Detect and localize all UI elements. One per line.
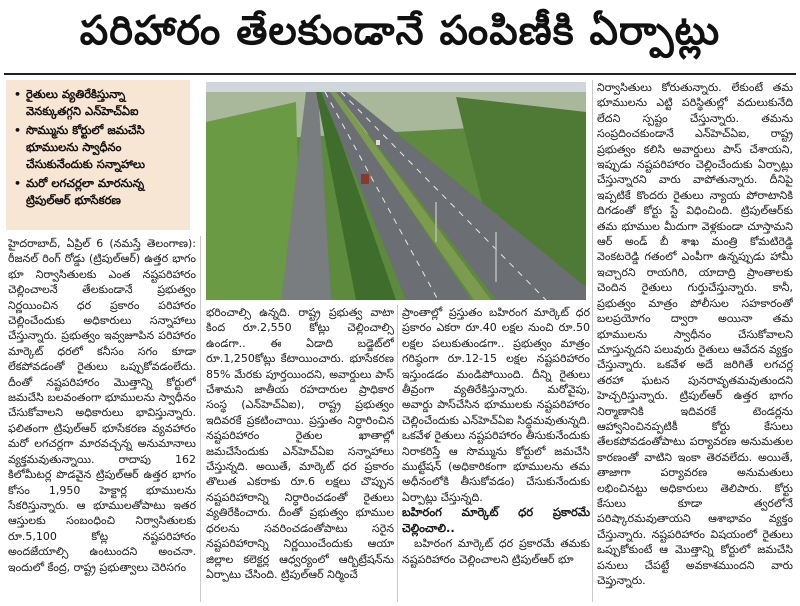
highway-illustration (206, 82, 586, 300)
article-column-1 (8, 236, 196, 602)
headline-rule (4, 73, 796, 75)
article-column-2 (206, 305, 394, 602)
column-divider (592, 80, 593, 602)
highlight-item (14, 175, 184, 209)
paragraph: బహిరంగ మార్కెట్ ధర ప్రకారమే తమకు నష్టపరిహారం చెల్లించాలని ట్రిపుల్‌ఆర్ భూ (402, 537, 590, 566)
paragraph: ప్రాంతాల్లో ప్రస్తుతం బహిరంగ మార్కెట్ ధర ప్రకారం ఎకరా రూ.40 లక్షల నుంచి రూ.50 లక్షల పలుకుతుండగా.. ప్రభుత్వం మాత్రం గరిష్ఠంగా రూ.12-15 లక్షల నష్టపరిహారం ఇస్తుండడం మండిపోయింది. దీన్ని రైతులు తీవ్రంగా వ్యతిరేకిస్తున్నారు. మరోవైపు, అవార్డు పాస్‌చేసిన భూములకు నష్టపరిహారం చెల్లించేందుకు ఎన్‌హెచ్‌ఏఐ సిద్ధమవుతున్నది. ఒకవేళ రైతులు నష్టపరిహారం తీసుకునేందుకు నిరాకరిస్తే ఆ సొమ్మును కోర్టులో జమచేసి ముట్టేషన్ (అధికారికంగా భూములను తమ అధీనంలోకి తీసుకోవడం) చేసుకునేందుకు ఏర్పాట్లు చేస్తున్నది. (402, 306, 590, 504)
headline: పరిహారం తేలకుండానే పంపిణీకి ఏర్పాట్లు (79, 8, 721, 54)
highlight-text: మరో లగచర్లలా మారనున్న ట్రిపుల్‌ఆర్ భూసేకరణ (26, 176, 145, 207)
article-column-4 (597, 80, 793, 602)
bullet-icon: • (14, 124, 22, 137)
highlight-item (14, 122, 184, 173)
column-divider (397, 305, 398, 602)
highlight-text: సొమ్మును కోర్టులో జమచేసి భూములను స్వాధీనం చేసుకునేందుకు సన్నాహాలు (26, 123, 146, 171)
bullet-icon: • (14, 177, 22, 190)
paragraph: నిర్వాసితులు కోరుతున్నారు. లేకుంటే తమ భూములను ఎట్టి పరిస్థితుల్లో వదులుకునేది లేదని స్పష్టం చేస్తున్నారు. తమను సంప్రదించకుండానే ఎన్‌హెచ్‌ఏఐ, రాష్ట్ర ప్రభుత్వం కలిసి అవార్డులు పాస్ చేశాయని, ఇప్పుడు నష్టపరిహారం చెల్లించేందుకు ఏర్పాట్లు చేస్తున్నారని వారు వాపోతున్నారు. దీనిపై ఇప్పటికే కొందరు రైతులు న్యాయ పోరాటానికి దిగడంతో కోర్టు స్టే విధించింది. ట్రిపుల్‌ఆర్‌కు తమ భూముల మీదుగా వెళ్లకుండా చూస్తామని ఆర్ అండ్ బీ శాఖ మంత్రి కోమటిరెడ్డి వెంకటరెడ్డి గతంలో ఎంపీగా ఉన్నప్పుడు హామీ ఇచ్చారని రాయగిరి, యాదాద్రి ప్రాంతాలకు చెందిన రైతులు గుర్తుచేస్తున్నారు. కానీ, ప్రభుత్వం మాత్రం పోలీసుల సహకారంతో బలప్రయోగం ద్వారా అయినా తమ భూములను స్వాధీనం చేసుకోవాలని చూస్తున్నదని పలువురు రైతులు ఆవేదన వ్యక్తం చేస్తున్నారు. ఒకవేళ అదే జరిగితే లగచర్ల తరహా ఘటన పునరావృతమవుతుందని హెచ్చరిస్తున్నారు. ట్రిపుల్‌ఆర్ ఉత్తర భాగం నిర్మాణానికి ఇదివరకే టెండర్లను ఆహ్వానించినప్పటికీ కోర్టు కేసులు తేలకపోవడంతోపాటు పర్యావరణ అనుమతుల కారణంతో వాటిని ఇంకా తెరవలేదు. అయితే, తాజాగా పర్యావరణ అనుమతులు లభించినట్టు అధికారులు తెలిపారు. కోర్టు కేసులు కూడా త్వరలోనే పరిష్కారమవుతాయని ఆశాభావం వ్యక్తం చేస్తున్నారు. నష్టపరిహారం విషయంలో రైతులు ఒప్పుకోకుంటే ఆ మొత్తాన్ని కోర్టులో జమచేసి పనులు చేపట్టే అవకాశముందని వారు చెప్తున్నారు. (597, 81, 793, 587)
highlights-box (6, 80, 190, 230)
highlight-text: రైతులు వ్యతిరేకిస్తున్నా వెనక్కుతగ్గని ఎన్‌హెచ్‌ఏఐ (26, 87, 139, 118)
column-divider (200, 236, 201, 602)
highway-photo (206, 82, 586, 300)
bullet-icon: • (14, 88, 22, 101)
paragraph: భరించాల్సి ఉన్నది. రాష్ట్ర ప్రభుత్వ వాటా కింద రూ.2,550 కోట్లు చెల్లించాల్సి ఉండగా.. ఈ ఏడాది బడ్జెట్‌లో రూ.1,250కోట్లు కేటాయించారు. భూసేకరణ 85% మేరకు పూర్తయిందని, అవార్డులు పాస్ చేశామని జాతీయ రహదారుల ప్రాధికార సంస్థ (ఎన్‌హెచ్‌ఏఐ), రాష్ట్ర ప్రభుత్వం ఇదివరకే ప్రకటించాయి. ప్రస్తుతం నిర్ధారించిన నష్టపరిహారం రైతుల ఖాతాల్లో జమచేసేందుకు ఎన్‌హెచ్‌ఏఐ సన్నాహాలు చేస్తున్నది. అయితే, మార్కెట్ ధర ప్రకారం తొలుత ఎకరాకు రూ.6 లక్షలు చొప్పున నష్టపరిహారాన్ని నిర్ధారించడంతో రైతులు వ్యతిరేకించారు. దీంతో ప్రభుత్వం భూముల ధరలను సవరించడంతోపాటు సరైన నష్టపరిహారాన్ని నిర్ణయించేందుకు ఆయా జిల్లాల కలెక్టర్ల ఆధ్వర్యంలో ఆర్బిట్రేషన్‌ను ఏర్పాటు చేసింది. ట్రిపుల్‌ఆర్ నిర్మించే (206, 306, 394, 581)
highlight-item (14, 86, 184, 120)
paragraph: హైదరాబాద్, ఏప్రిల్ 6 (నమస్తే తెలంగాణ): రీజనల్ రింగ్ రోడ్డు (ట్రిపుల్‌ఆర్) ఉత్తర భాగం భూ నిర్వాసితులకు ఎంత నష్టపరిహారం చెల్లించాలనే తేలకుండానే ప్రభుత్వం నిర్ణయించిన ధర ప్రకారం పరిహారం చెల్లించేందుకు అధికారులు సన్నాహాలు చేస్తున్నారు. ప్రభుత్వం ఇవ్వజూపిన పరిహారం మార్కెట్ ధరలో కనీసం సగం కూడా లేకపోవడంతో రైతులు ఒప్పుకోవడంలేదు. దీంతో నష్టపరిహారం మొత్తాన్ని కోర్టులో జమచేసి బలవంతంగా భూములను స్వాధీనం చేసుకోవాలని అధికారులు భావిస్తున్నారు. ఫలితంగా ట్రిపుల్‌ఆర్ భూసేకరణ వ్యవహారం మరో లగచర్లగా మారవచ్చన్న అనుమానాలు వ్యక్తమవుతున్నాయి. రాదాపు 162 కిలోమీటర్ల పొడవైన ట్రిపుల్‌ఆర్ ఉత్తర భాగం కోసం 1,950 హెక్టార్ల భూములను సేకరిస్తున్నారు. ఆ భూములతోపాటు ఇతర ఆస్తులకు సంబంధించి నిర్వాసితులకు రూ.5,100 కోట్ల నష్టపరిహారం అందజేయాల్సి ఉంటుందని అంచనా. ఇందులో కేంద్ర, రాష్ట్ర ప్రభుత్వాలు చెరిసగం (8, 237, 196, 574)
article-column-3 (402, 305, 590, 602)
subheading: బహిరంగ మార్కెట్ ధర ప్రకారమే చెల్లించాలి.. (402, 505, 590, 535)
